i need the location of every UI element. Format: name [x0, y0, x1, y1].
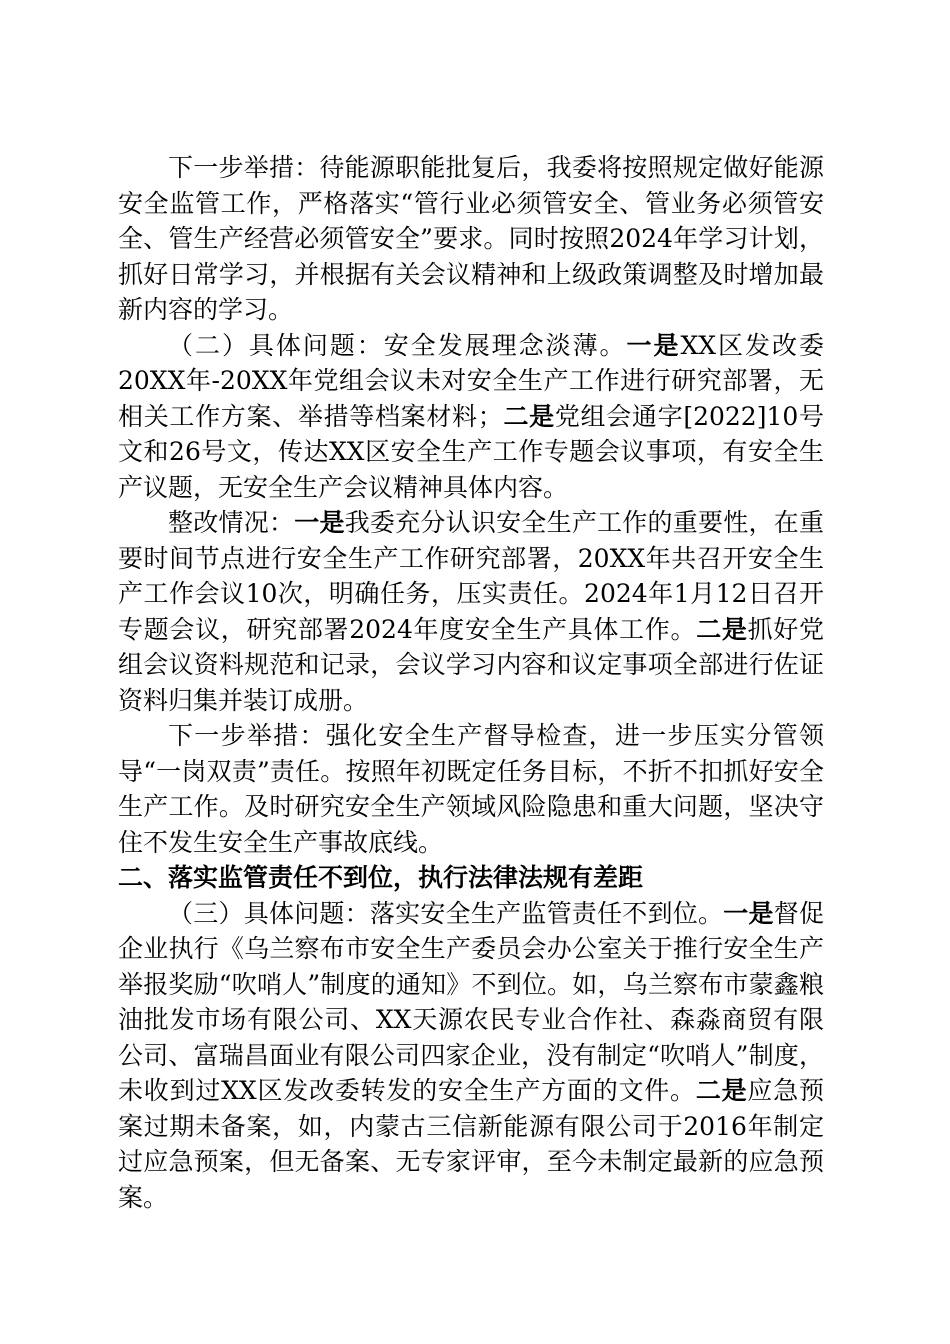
bold-marker-second: 二是 — [695, 1076, 748, 1105]
rectification-intro: 整改情况： — [168, 508, 295, 537]
bold-marker-first: 一是 — [626, 330, 681, 360]
document-body — [118, 150, 824, 1215]
paragraph-rectification — [118, 505, 824, 718]
section-heading-2: 二、落实监管责任不到位，执行法律法规有差距 — [118, 863, 644, 892]
paragraph-text: 抓好党组会议资料规范和记录，会议学习内容和议定事项全部进行佐证资料归集并装订成册。 — [118, 614, 824, 715]
problem-intro: （二）具体问题：安全发展理念淡薄。 — [168, 330, 627, 360]
paragraph-text: 督促企业执行《乌兰察布市安全生产委员会办公室关于推行安全生产举报奖励“吹哨人”制度的通知》不到位。如，乌兰察布市蒙鑫粮油批发市场有限公司、XX天源农民专业合作社、森淼商贸有限公司、富瑞昌面业有限公司四家企业，没有制定“吹哨人”制度，未收到过XX区发改委转发的安全生产方面的文件。 — [118, 898, 824, 1105]
paragraph-text: 我委充分认识安全生产工作的重要性，在重要时间节点进行安全生产工作研究部署，20XX年共召开安全生产工作会议10次，明确任务，压实责任。2024年1月12日召开专题会议，研究部署2024年度安全生产具体工作。 — [118, 508, 824, 644]
bold-marker-second: 二是 — [696, 614, 748, 644]
paragraph-text: XX区发改委20XX年-20XX年党组会议未对安全生产工作进行研究部署，无相关工作方案、举措等档案材料； — [118, 330, 824, 431]
bold-marker-first: 一是 — [294, 508, 345, 537]
paragraph-text: 应急预案过期未备案，如，内蒙古三信新能源有限公司于2016年制定过应急预案，但无备案、无专家评审，至今未制定最新的应急预案。 — [118, 1076, 824, 1212]
paragraph-text: 下一步举措：强化安全生产督导检查，进一步压实分管领导“一岗双责”责任。按照年初既定任务目标，不折不扣抓好安全生产工作。及时研究安全生产领域风险隐患和重大问题，坚决守住不发生安全生产事故底线。 — [118, 721, 824, 857]
paragraph-problem-3 — [118, 896, 824, 1216]
paragraph-text: 党组会通字[2022]10号文和26号文，传达XX区安全生产工作专题会议事项，有安全生产议题，无安全生产会议精神具体内容。 — [118, 401, 824, 502]
paragraph-next-steps-energy — [118, 150, 824, 328]
paragraph-problem-2 — [118, 328, 824, 506]
bold-marker-second: 二是 — [502, 401, 555, 431]
bold-marker-first: 一是 — [723, 898, 774, 928]
paragraph-next-steps-safety — [118, 718, 824, 860]
problem-intro: （三）具体问题：落实安全生产监管责任不到位。 — [168, 898, 724, 928]
paragraph-text: 下一步举措：待能源职能批复后，我委将按照规定做好能源安全监管工作，严格落实“管行业必须管安全、管业务必须管安全、管生产经营必须管安全”要求。同时按照2024年学习计划，抓好日常学习，并根据有关会议精神和上级政策调整及时增加最新内容的学习。 — [118, 153, 824, 324]
